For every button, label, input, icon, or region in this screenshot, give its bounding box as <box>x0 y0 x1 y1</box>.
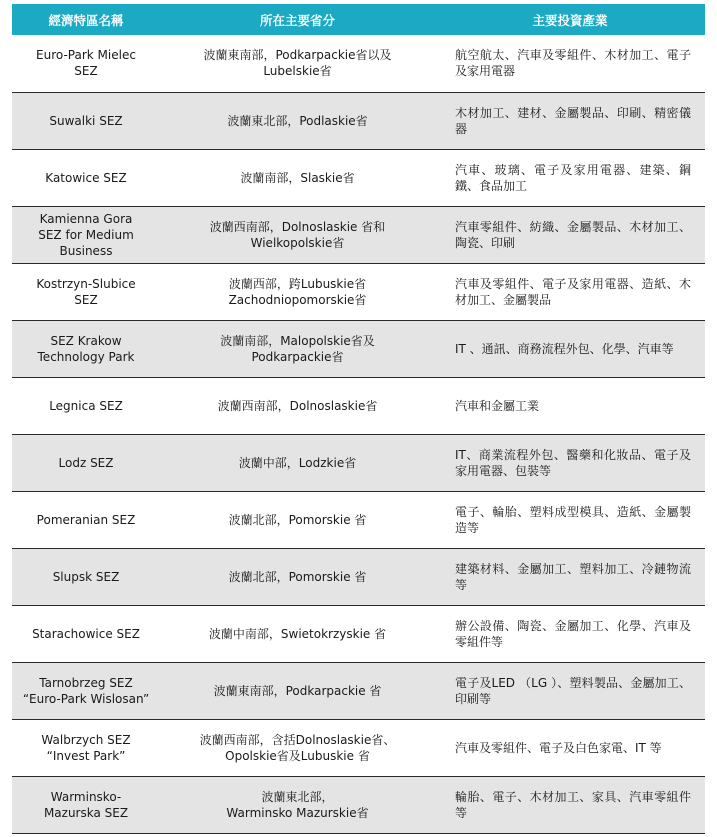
sez-name-cell: Kamienna Gora SEZ for Medium Business <box>12 206 160 263</box>
province-cell: 波蘭東北部， Warminsko Mazurskie省 <box>160 776 435 833</box>
table-row <box>12 377 705 434</box>
sez-name-cell: Katowice SEZ <box>12 149 160 206</box>
province-cell: 波蘭西南部，含括Dolnoslaskie省、 Opolskie省及Lubuskie 省 <box>160 719 435 776</box>
sez-name-cell: Warminsko- Mazurska SEZ <box>12 776 160 833</box>
table-row <box>12 149 705 206</box>
table-row <box>12 35 705 92</box>
header-sez-name: 經濟特區名稱 <box>48 12 124 28</box>
table-row <box>12 719 705 776</box>
industry-cell: IT、商業流程外包、醫藥和化妝品、電子及家用電器、包裝等 <box>435 434 705 491</box>
sez-name-cell: Lodz SEZ <box>12 434 160 491</box>
table-row <box>12 434 705 491</box>
industry-cell: 航空航太、汽車及零組件、木材加工、電子及家用電器 <box>435 35 705 92</box>
sez-name-cell: Kostrzyn-Slubice SEZ <box>12 263 160 320</box>
table-row <box>12 776 705 833</box>
table-row <box>12 491 705 548</box>
province-cell: 波蘭東北部，Podlaskie省 <box>160 92 435 149</box>
province-cell: 波蘭南部，Slaskie省 <box>160 149 435 206</box>
industry-cell: 電子、輪胎、塑料成型模具、造紙、金屬製造等 <box>435 491 705 548</box>
province-cell: 波蘭東南部，Podkarpackie省以及 Lubelskie省 <box>160 35 435 92</box>
table-row <box>12 662 705 719</box>
table-row <box>12 206 705 263</box>
table-row <box>12 263 705 320</box>
sez-name-cell: Starachowice SEZ <box>12 605 160 662</box>
industry-cell: 汽車及零組件、電子及白色家電、IT 等 <box>435 719 705 776</box>
sez-name-cell: Walbrzych SEZ “Invest Park” <box>12 719 160 776</box>
province-cell: 波蘭南部，Malopolskie省及 Podkarpackie省 <box>160 320 435 377</box>
sez-name-cell: Tarnobrzeg SEZ “Euro-Park Wislosan” <box>12 662 160 719</box>
industry-cell: 輪胎、電子、木材加工、家具、汽車零組件等 <box>435 776 705 833</box>
province-cell: 波蘭中南部，Swietokrzyskie 省 <box>160 605 435 662</box>
table-row <box>12 320 705 377</box>
sez-name-cell: Legnica SEZ <box>12 377 160 434</box>
header-province: 所在主要省分 <box>259 12 335 28</box>
industry-cell: 建築材料、金屬加工、塑料加工、冷鏈物流等 <box>435 548 705 605</box>
sez-name-cell: Pomeranian SEZ <box>12 491 160 548</box>
table-row <box>12 92 705 149</box>
province-cell: 波蘭中部，Lodzkie省 <box>160 434 435 491</box>
industry-cell: 電子及LED （LG ）、塑料製品、金屬加工、印刷等 <box>435 662 705 719</box>
province-cell: 波蘭東南部，Podkarpackie 省 <box>160 662 435 719</box>
industry-cell: 汽車零組件、紡織、金屬製品、木材加工、陶瓷、印刷 <box>435 206 705 263</box>
industry-cell: 汽車和金屬工業 <box>435 377 705 434</box>
sez-table <box>12 4 705 834</box>
sez-name-cell: Slupsk SEZ <box>12 548 160 605</box>
province-cell: 波蘭北部，Pomorskie 省 <box>160 548 435 605</box>
sez-name-cell: Suwalki SEZ <box>12 92 160 149</box>
industry-cell: IT 、通訊、商務流程外包、化學、汽車等 <box>435 320 705 377</box>
province-cell: 波蘭北部，Pomorskie 省 <box>160 491 435 548</box>
industry-cell: 汽車、玻璃、電子及家用電器、建築、鋼鐵、食品加工 <box>435 149 705 206</box>
sez-name-cell: SEZ Krakow Technology Park <box>12 320 160 377</box>
header-row <box>12 4 705 35</box>
province-cell: 波蘭西南部，Dolnoslaskie 省和 Wielkopolskie省 <box>160 206 435 263</box>
sez-name-cell: Euro-Park Mielec SEZ <box>12 35 160 92</box>
industry-cell: 木材加工、建材、金屬製品、印刷、精密儀器 <box>435 92 705 149</box>
industry-cell: 辦公設備、陶瓷、金屬加工、化學、汽車及零組件等 <box>435 605 705 662</box>
header-industry: 主要投資產業 <box>532 12 608 28</box>
table-row <box>12 548 705 605</box>
industry-cell: 汽車及零組件、電子及家用電器、造紙、木材加工、金屬製品 <box>435 263 705 320</box>
province-cell: 波蘭西南部，Dolnoslaskie省 <box>160 377 435 434</box>
table-body <box>12 35 705 833</box>
table-header <box>12 4 705 35</box>
table-row <box>12 605 705 662</box>
province-cell: 波蘭西部，跨Lubuskie省 Zachodniopomorskie省 <box>160 263 435 320</box>
